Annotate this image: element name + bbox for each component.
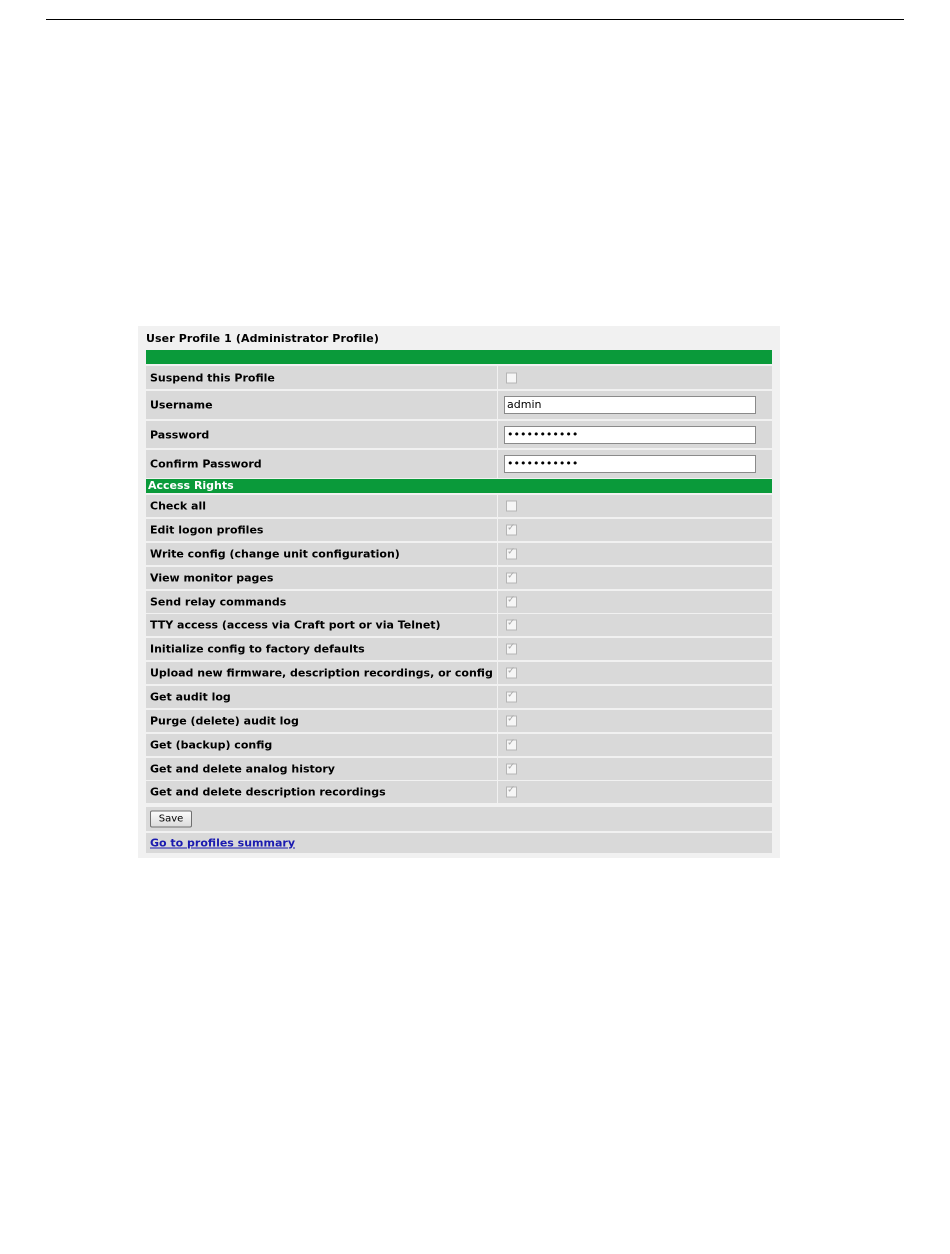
profile-header-bar <box>146 350 772 364</box>
top-divider <box>46 19 904 20</box>
username-label: Username <box>150 398 213 412</box>
access-right-row <box>146 614 772 636</box>
suspend-checkbox[interactable] <box>506 372 517 383</box>
access-right-checkbox[interactable] <box>506 644 517 655</box>
access-right-row <box>146 638 772 660</box>
access-right-checkbox[interactable] <box>506 573 517 584</box>
access-right-label: Upload new firmware, description recordings, or config <box>150 666 493 680</box>
access-right-row <box>146 567 772 589</box>
access-right-label: Get audit log <box>150 690 231 704</box>
username-input[interactable]: admin <box>504 396 756 414</box>
save-row <box>146 807 772 831</box>
summary-link-row <box>146 833 772 853</box>
user-profile-panel <box>138 326 780 858</box>
access-right-checkbox[interactable] <box>506 692 517 703</box>
access-right-label: View monitor pages <box>150 571 274 585</box>
suspend-row <box>146 366 772 389</box>
access-rights-header <box>146 479 772 493</box>
save-button[interactable]: Save <box>150 811 192 828</box>
access-right-label: Initialize config to factory defaults <box>150 642 365 656</box>
access-right-row <box>146 710 772 732</box>
access-right-row <box>146 519 772 541</box>
access-right-checkbox[interactable] <box>506 620 517 631</box>
check-all-label: Check all <box>150 499 206 513</box>
access-right-row <box>146 543 772 565</box>
access-right-row <box>146 734 772 756</box>
access-right-label: Write config (change unit configuration) <box>150 547 400 561</box>
confirm-password-label: Confirm Password <box>150 457 262 471</box>
password-row <box>146 421 772 448</box>
suspend-label: Suspend this Profile <box>150 371 275 384</box>
access-right-checkbox[interactable] <box>506 740 517 751</box>
access-right-label: Edit logon profiles <box>150 523 264 537</box>
access-right-label: Get (backup) config <box>150 738 273 752</box>
profiles-summary-link[interactable]: Go to profiles summary <box>150 836 295 850</box>
access-right-checkbox[interactable] <box>506 716 517 727</box>
access-right-row <box>146 758 772 780</box>
check-all-checkbox[interactable] <box>506 501 517 512</box>
password-input[interactable]: ••••••••••• <box>504 426 756 444</box>
profile-title: User Profile 1 (Administrator Profile) <box>146 332 379 345</box>
access-right-label: Purge (delete) audit log <box>150 714 299 728</box>
confirm-password-row <box>146 450 772 478</box>
access-right-checkbox[interactable] <box>506 597 517 608</box>
access-right-label: Send relay commands <box>150 595 287 609</box>
access-right-label: TTY access (access via Craft port or via Telnet) <box>150 618 441 632</box>
access-right-row <box>146 662 772 684</box>
access-right-checkbox[interactable] <box>506 668 517 679</box>
access-right-row <box>146 686 772 708</box>
access-right-row <box>146 781 772 803</box>
access-right-row <box>146 591 772 613</box>
password-label: Password <box>150 428 210 441</box>
access-right-label: Get and delete analog history <box>150 762 335 776</box>
check-all-row <box>146 495 772 517</box>
access-right-checkbox[interactable] <box>506 764 517 775</box>
access-right-checkbox[interactable] <box>506 787 517 798</box>
access-rights-title: Access Rights <box>148 479 234 492</box>
access-right-checkbox[interactable] <box>506 525 517 536</box>
access-right-checkbox[interactable] <box>506 549 517 560</box>
access-right-label: Get and delete description recordings <box>150 785 386 799</box>
username-row <box>146 391 772 419</box>
confirm-password-input[interactable]: ••••••••••• <box>504 455 756 473</box>
